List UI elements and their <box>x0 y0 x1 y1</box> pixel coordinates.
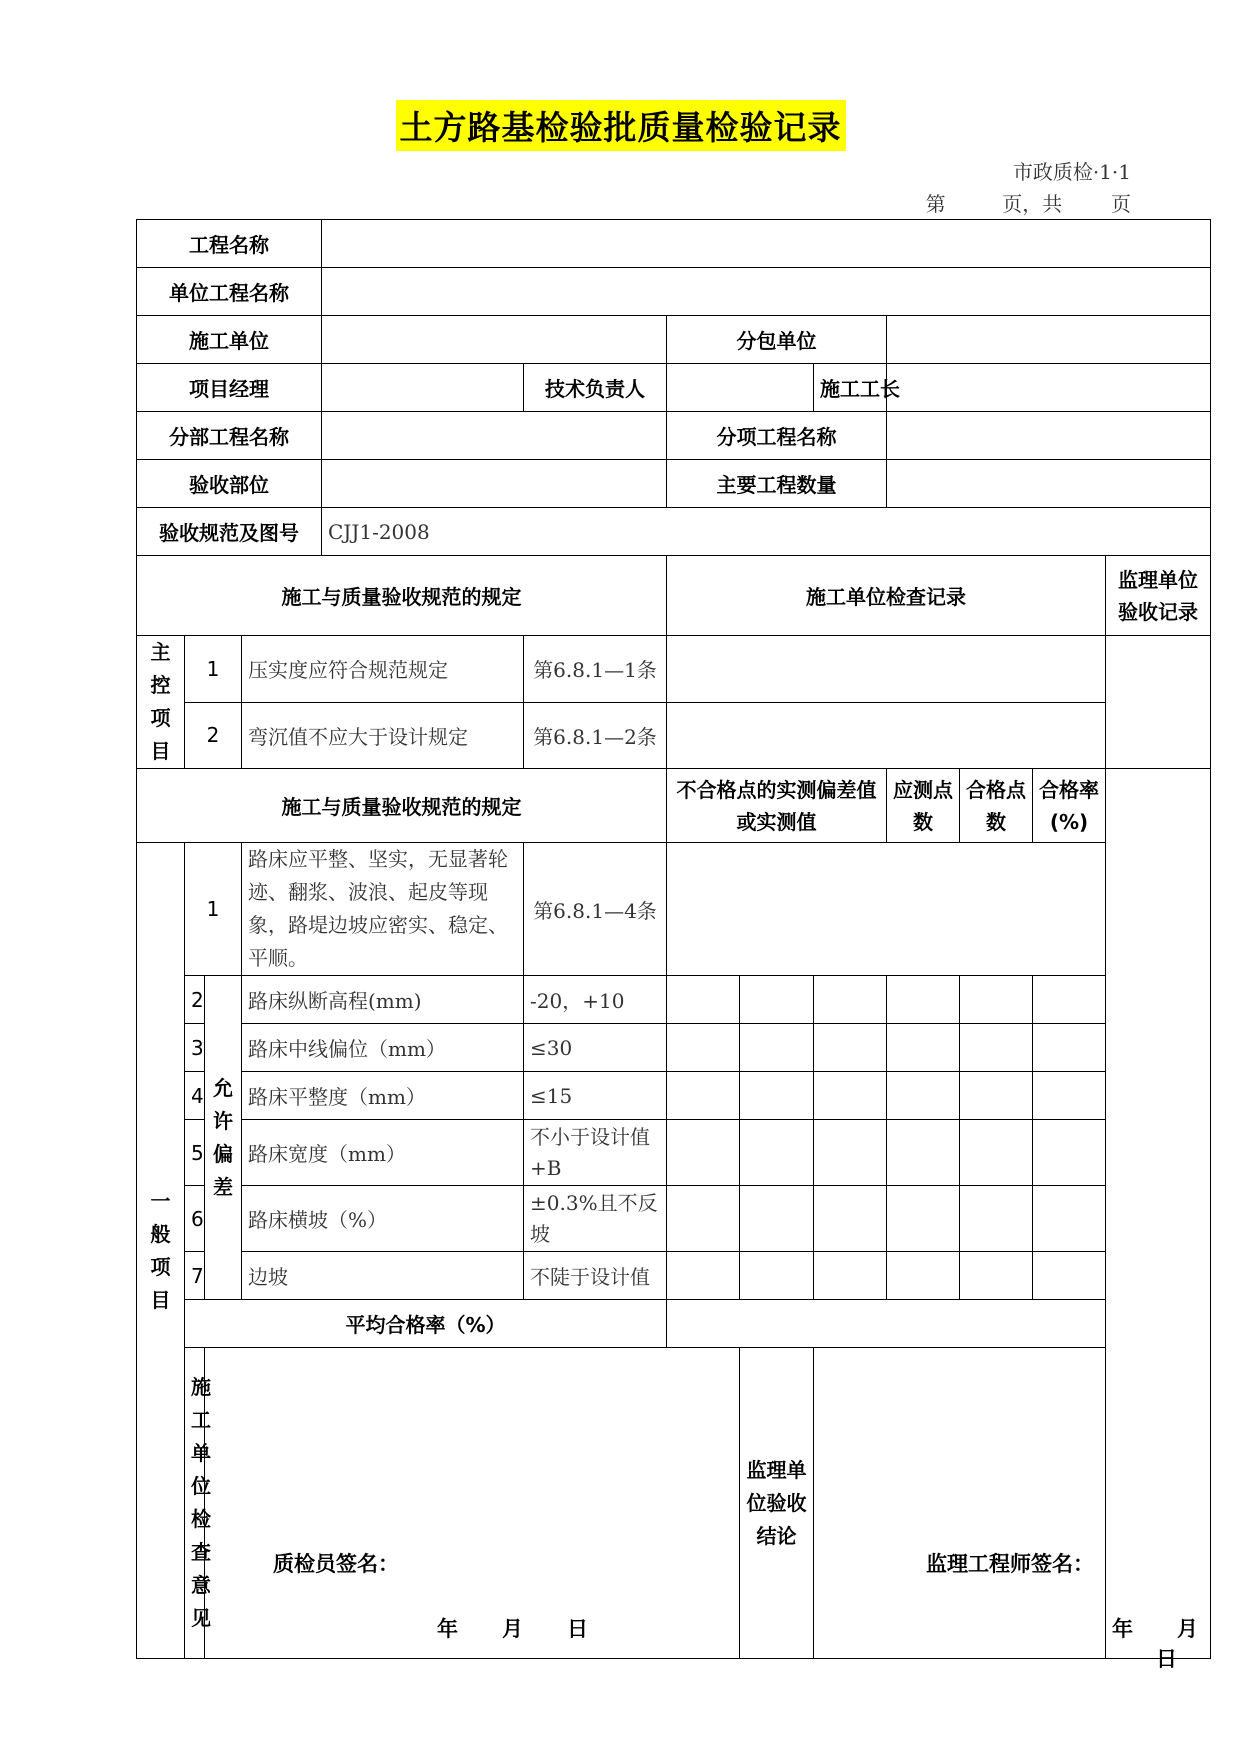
supervisor-record-header: 监理单位验收记录 <box>1106 556 1211 636</box>
spec-value[interactable]: CJJ1-2008 <box>322 508 1211 556</box>
general-item-tol: -20，+10 <box>524 976 667 1024</box>
main-item-no: 1 <box>185 636 242 703</box>
main-quantity-label: 主要工程数量 <box>667 460 887 508</box>
dev-cell[interactable] <box>814 1072 887 1120</box>
project-manager-field[interactable] <box>322 364 524 412</box>
pass-rate-cell[interactable] <box>1033 1024 1106 1072</box>
general-item-no: 2 <box>185 976 205 1024</box>
dev-cell[interactable] <box>740 1120 814 1186</box>
points-required-cell[interactable] <box>887 1120 960 1186</box>
supervisor-conclusion-label: 监理单位验收结论 <box>740 1348 814 1659</box>
unit-project-name-label: 单位工程名称 <box>137 268 322 316</box>
general-item-tol: 不小于设计值+B <box>524 1120 667 1186</box>
division-name-label: 分部工程名称 <box>137 412 322 460</box>
general-item-no: 4 <box>185 1072 205 1120</box>
general-item-desc: 路床平整度（mm） <box>242 1072 524 1120</box>
main-item-desc: 压实度应符合规范规定 <box>242 636 524 703</box>
pass-rate-header: 合格率(%) <box>1033 769 1106 843</box>
dev-cell[interactable] <box>667 1024 740 1072</box>
page-info <box>926 188 1131 217</box>
main-items-label: 主控项目 <box>137 636 185 769</box>
engineer-sign-label: 监理工程师签名： <box>926 1552 1094 1576</box>
dev-cell[interactable] <box>814 1186 887 1252</box>
page-ye: 页 <box>1111 192 1131 216</box>
supervisor-date <box>1112 1613 1210 1673</box>
supervisor-sign-area <box>814 1348 1210 1671</box>
acceptance-location-field[interactable] <box>322 460 667 508</box>
points-required-cell[interactable] <box>887 1072 960 1120</box>
page-ye-gong: 页，共 <box>1002 192 1063 216</box>
points-required-cell[interactable] <box>887 1024 960 1072</box>
unit-project-name-field[interactable] <box>322 268 1211 316</box>
dev-cell[interactable] <box>814 1120 887 1186</box>
date-month: 月 <box>502 1617 523 1641</box>
date-month: 月 <box>1177 1617 1198 1641</box>
avg-rate-field[interactable] <box>667 1300 1106 1348</box>
dev-cell[interactable] <box>667 1186 740 1252</box>
dev-cell[interactable] <box>740 1186 814 1252</box>
points-passed-cell[interactable] <box>960 1120 1033 1186</box>
general-item-tol: ±0.3%且不反坡 <box>524 1186 667 1252</box>
points-required-header: 应测点数 <box>887 769 960 843</box>
general-item-desc: 路床宽度（mm） <box>242 1120 524 1186</box>
points-required-cell[interactable] <box>887 1186 960 1252</box>
subitem-name-label: 分项工程名称 <box>667 412 887 460</box>
pass-rate-cell[interactable] <box>1033 1252 1106 1300</box>
contractor-sign-area <box>205 1348 739 1658</box>
date-year: 年 <box>437 1617 458 1641</box>
contractor-record-header: 施工单位检查记录 <box>667 556 1106 636</box>
general-item-desc: 路床应平整、坚实，无显著轮迹、翻浆、波浪、起皮等现象，路堤边坡应密实、稳定、平顺。 <box>242 843 524 976</box>
construction-unit-field[interactable] <box>322 316 667 364</box>
technical-lead-label: 技术负责人 <box>524 364 667 412</box>
allow-deviation-label: 允许偏差 <box>205 976 242 1300</box>
provisions-header-general: 施工与质量验收规范的规定 <box>137 769 667 843</box>
pass-rate-cell[interactable] <box>1033 1072 1106 1120</box>
construction-unit-label: 施工单位 <box>137 316 322 364</box>
technical-lead-field[interactable] <box>667 364 814 412</box>
contractor-opinion-box[interactable] <box>205 1348 740 1659</box>
points-required-cell[interactable] <box>887 1252 960 1300</box>
subcontractor-field[interactable] <box>887 316 1211 364</box>
dev-cell[interactable] <box>814 1024 887 1072</box>
date-day: 日 <box>567 1617 588 1641</box>
main-item-ref: 第6.8.1—1条 <box>524 636 667 703</box>
general-item-tol: ≤30 <box>524 1024 667 1072</box>
points-required-cell[interactable] <box>887 976 960 1024</box>
dev-cell[interactable] <box>667 1252 740 1300</box>
general-item-desc: 路床纵断高程(mm) <box>242 976 524 1024</box>
avg-rate-label: 平均合格率（%） <box>185 1300 667 1348</box>
general-item-desc: 边坡 <box>242 1252 524 1300</box>
dev-cell[interactable] <box>814 976 887 1024</box>
points-passed-cell[interactable] <box>960 1186 1033 1252</box>
project-name-label: 工程名称 <box>137 220 322 268</box>
pass-rate-cell[interactable] <box>1033 976 1106 1024</box>
main-item-ref: 第6.8.1—2条 <box>524 702 667 769</box>
general-item-no: 3 <box>185 1024 205 1072</box>
spec-label: 验收规范及图号 <box>137 508 322 556</box>
acceptance-location-label: 验收部位 <box>137 460 322 508</box>
general-item-desc: 路床中线偏位（mm） <box>242 1024 524 1072</box>
inspection-form <box>136 219 1211 1671</box>
general-item-tol: ≤15 <box>524 1072 667 1120</box>
dev-cell[interactable] <box>667 1072 740 1120</box>
general-item-no: 6 <box>185 1186 205 1252</box>
main-item-record[interactable] <box>667 636 1106 703</box>
supervisor-conclusion-box[interactable] <box>814 1348 1211 1671</box>
points-passed-cell[interactable] <box>960 1072 1033 1120</box>
main-item-record[interactable] <box>667 702 1106 769</box>
general-item-no: 1 <box>185 843 242 976</box>
foreman-label: 施工工长 <box>814 364 887 412</box>
general-item-ref: 第6.8.1—4条 <box>524 843 667 976</box>
project-manager-label: 项目经理 <box>137 364 322 412</box>
subitem-name-field[interactable] <box>887 412 1211 460</box>
dev-cell[interactable] <box>740 976 814 1024</box>
main-item-desc: 弯沉值不应大于设计规定 <box>242 702 524 769</box>
dev-cell[interactable] <box>740 1072 814 1120</box>
dev-cell[interactable] <box>740 1024 814 1072</box>
form-code: 市政质检·1·1 <box>1012 160 1131 184</box>
project-name-field[interactable] <box>322 220 1211 268</box>
pass-rate-cell[interactable] <box>1033 1120 1106 1186</box>
date-day: 日 <box>1156 1647 1177 1671</box>
pass-rate-cell[interactable] <box>1033 1186 1106 1252</box>
points-passed-header: 合格点数 <box>960 769 1033 843</box>
inspector-sign-label: 质检员签名： <box>273 1552 399 1576</box>
subcontractor-label: 分包单位 <box>667 316 887 364</box>
date-year: 年 <box>1112 1617 1133 1641</box>
main-item-no: 2 <box>185 702 242 769</box>
deviation-header: 不合格点的实测偏差值或实测值 <box>667 769 887 843</box>
main-items-supervisor[interactable] <box>1106 636 1211 769</box>
general-items-label: 一般项目 <box>137 843 185 1659</box>
division-name-field[interactable] <box>322 412 667 460</box>
page-di: 第 <box>925 192 946 216</box>
contractor-date <box>437 1613 588 1643</box>
general-item-record[interactable] <box>667 843 1106 976</box>
general-item-no: 5 <box>185 1120 205 1186</box>
points-passed-cell[interactable] <box>960 1252 1033 1300</box>
dev-cell[interactable] <box>740 1252 814 1300</box>
title-wrap <box>0 100 1241 151</box>
points-passed-cell[interactable] <box>960 1024 1033 1072</box>
main-quantity-field[interactable] <box>887 460 1211 508</box>
contractor-opinion-label: 施工单位检查意见 <box>185 1348 205 1659</box>
dev-cell[interactable] <box>667 1120 740 1186</box>
general-item-desc: 路床横坡（%） <box>242 1186 524 1252</box>
foreman-field[interactable] <box>887 364 1211 412</box>
provisions-header: 施工与质量验收规范的规定 <box>137 556 667 636</box>
dev-cell[interactable] <box>814 1252 887 1300</box>
general-item-no: 7 <box>185 1252 205 1300</box>
dev-cell[interactable] <box>667 976 740 1024</box>
points-passed-cell[interactable] <box>960 976 1033 1024</box>
general-item-tol: 不陡于设计值 <box>524 1252 667 1300</box>
page-title: 土方路基检验批质量检验记录 <box>396 100 846 151</box>
